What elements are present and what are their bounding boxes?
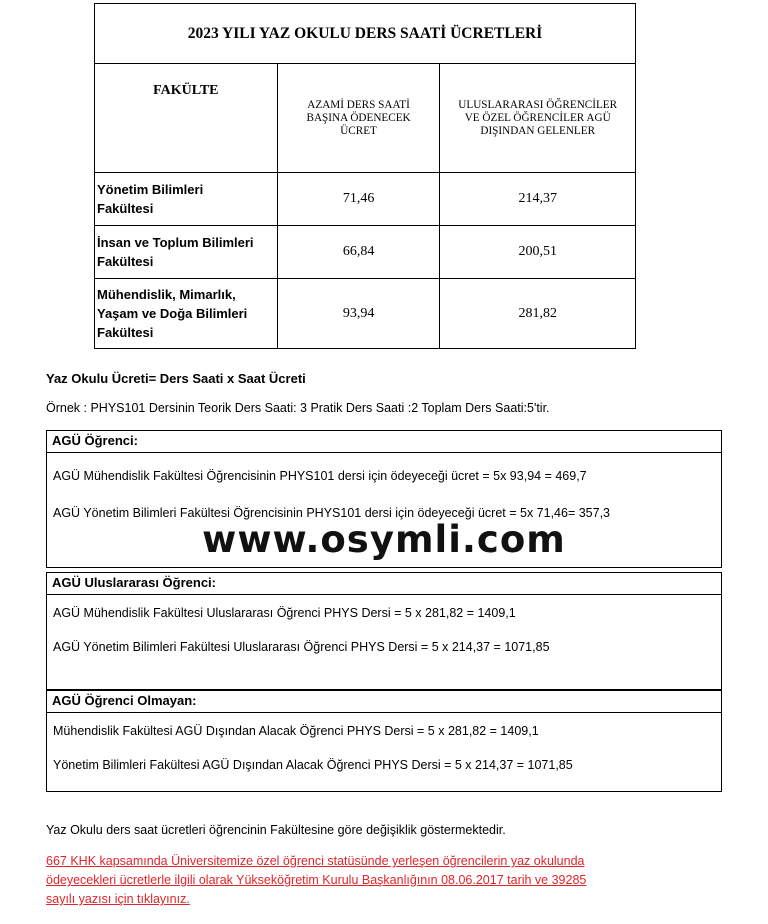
table-row <box>95 226 636 279</box>
intl-fee-cell: 200,51 <box>440 226 636 279</box>
faculty-cell: İnsan ve Toplum Bilimleri Fakültesi <box>95 226 278 279</box>
non-agu-box <box>46 690 722 792</box>
yok-letter-link[interactable]: 667 KHK kapsamında Üniversitemize özel öğrenci statüsünde yerleşen öğrencilerin yaz okulunda ödeyecekleri ücretlerle ilgili olarak Yükseköğretim Kurulu Başkanlığının 08.06.2017 tarih ve 39285 sayılı yazısı için tıklayınız. <box>46 854 587 906</box>
max-fee-cell: 66,84 <box>277 226 440 279</box>
agu-international-box <box>46 572 722 690</box>
fee-table <box>94 3 636 349</box>
intl-fee-cell: 214,37 <box>440 173 636 226</box>
header-max-fee: AZAMİ DERS SAATİ BAŞINA ÖDENECEK ÜCRET <box>277 64 440 173</box>
box-line: AGÜ Yönetim Bilimleri Fakültesi Uluslararası Öğrenci PHYS Dersi = 5 x 214,37 = 1071,85 <box>53 640 550 654</box>
table-row <box>95 173 636 226</box>
header-intl: ULUSLARARASI ÖĞRENCİLER VE ÖZEL ÖĞRENCİLER AGÜ DIŞINDAN GELENLER <box>440 64 636 173</box>
box-header: AGÜ Öğrenci: <box>47 431 721 453</box>
faculty-cell: Mühendislik, Mimarlık, Yaşam ve Doğa Bilimleri Fakültesi <box>95 279 278 349</box>
note-text: Yaz Okulu ders saat ücretleri öğrencinin Fakültesine göre değişiklik göstermektedir. <box>46 823 506 837</box>
box-line: AGÜ Mühendislik Fakültesi Uluslararası Öğrenci PHYS Dersi = 5 x 281,82 = 1409,1 <box>53 606 516 620</box>
box-line: AGÜ Yönetim Bilimleri Fakültesi Öğrencisinin PHYS101 dersi için ödeyeceği ücret = 5x 71,46= 357,3 <box>53 506 610 520</box>
max-fee-cell: 93,94 <box>277 279 440 349</box>
faculty-cell: Yönetim Bilimleri Fakültesi <box>95 173 278 226</box>
table-title: 2023 YILI YAZ OKULU DERS SAATİ ÜCRETLERİ <box>95 4 636 64</box>
watermark: www.osymli.com <box>202 518 566 561</box>
fee-formula: Yaz Okulu Ücreti= Ders Saati x Saat Ücreti <box>46 371 306 386</box>
box-line: AGÜ Mühendislik Fakültesi Öğrencisinin PHYS101 dersi için ödeyeceği ücret = 5x 93,94 = 469,7 <box>53 469 587 483</box>
box-header: AGÜ Uluslararası Öğrenci: <box>47 573 721 595</box>
box-line: Mühendislik Fakültesi AGÜ Dışından Alacak Öğrenci PHYS Dersi = 5 x 281,82 = 1409,1 <box>53 724 539 738</box>
example-text: Örnek : PHYS101 Dersinin Teorik Ders Saati: 3 Pratik Ders Saati :2 Toplam Ders Saati:5'tir. <box>46 401 550 415</box>
table-row <box>95 279 636 349</box>
header-faculty: FAKÜLTE <box>95 64 278 173</box>
box-header: AGÜ Öğrenci Olmayan: <box>47 691 721 713</box>
intl-fee-cell: 281,82 <box>440 279 636 349</box>
max-fee-cell: 71,46 <box>277 173 440 226</box>
box-line: Yönetim Bilimleri Fakültesi AGÜ Dışından Alacak Öğrenci PHYS Dersi = 5 x 214,37 = 1071,85 <box>53 758 573 772</box>
